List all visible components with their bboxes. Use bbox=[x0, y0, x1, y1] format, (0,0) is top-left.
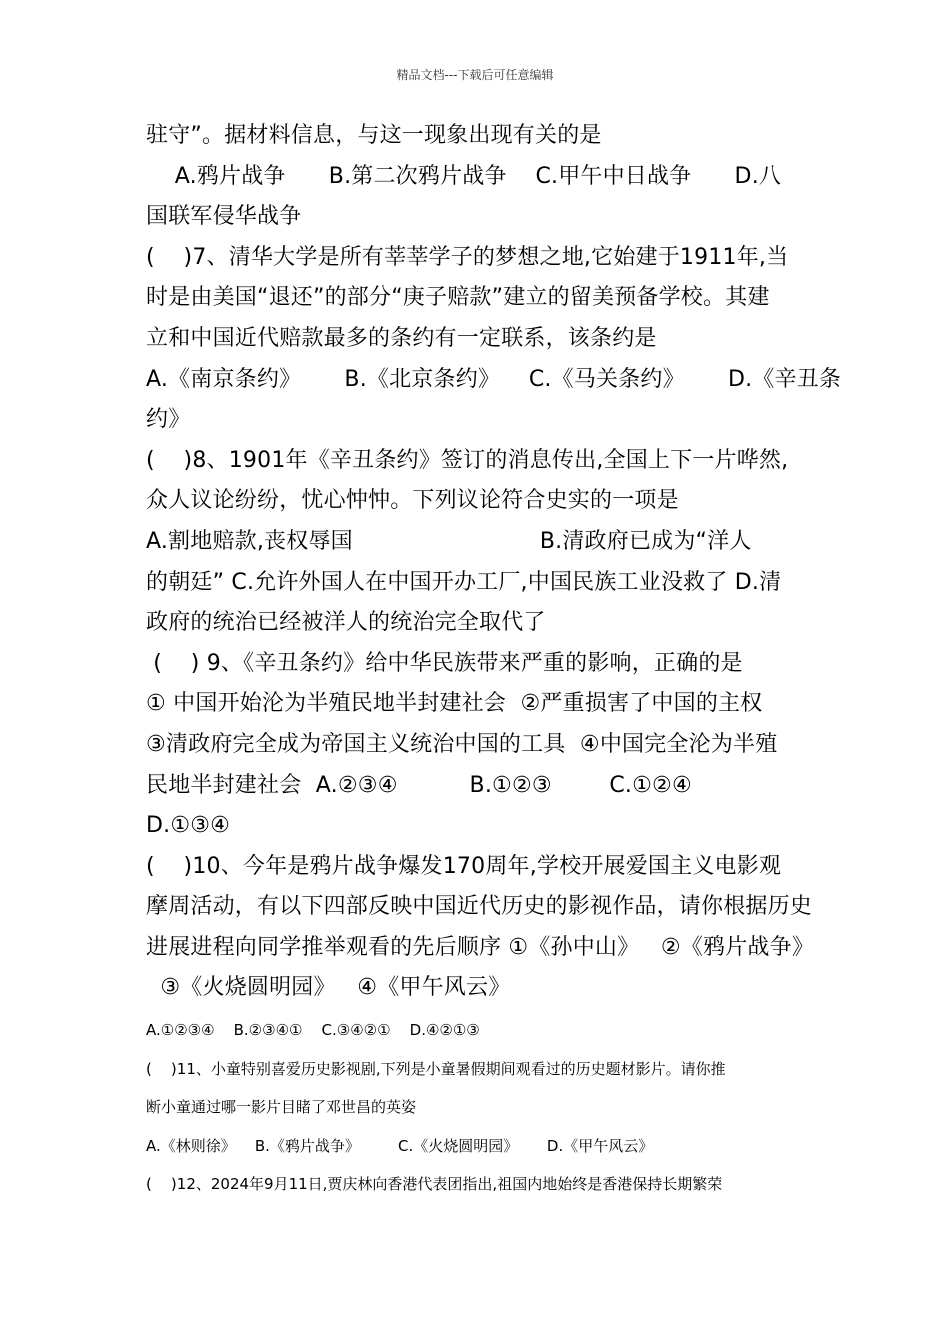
question-options: 民地半封建社会 A.②③④ B.①②③ C.①②④ bbox=[146, 772, 692, 798]
question-options: A.《林则徐》 B.《鸦片战争》 C.《火烧圆明园》 D.《甲午风云》 bbox=[146, 1136, 654, 1155]
text-line: 约》 bbox=[146, 407, 191, 433]
text-line: ① 中国开始沦为半殖民地半封建社会 ②严重损害了中国的主权 bbox=[146, 691, 763, 717]
question-options: D.①③④ bbox=[146, 813, 231, 839]
question-7: ( )7、清华大学是所有莘莘学子的梦想之地,它始建于1911年,当 bbox=[146, 244, 789, 270]
text-line: 断小童通过哪一影片目睹了邓世昌的英姿 bbox=[146, 1098, 417, 1117]
text-line: 众人议论纷纷，忧心忡忡。下列议论符合史实的一项是 bbox=[146, 488, 679, 514]
question-options: A.《南京条约》 B.《北京条约》 C.《马关条约》 D.《辛丑条 bbox=[146, 366, 842, 392]
question-options: A.鸦片战争 B.第二次鸦片战争 C.甲午中日战争 D.八 bbox=[146, 163, 782, 189]
small-text-block bbox=[146, 1011, 816, 1204]
question-options: A.割地赔款,丧权辱国 B.清政府已成为“洋人 bbox=[146, 528, 752, 554]
question-11: ( )11、小童特别喜爱历史影视剧,下列是小童暑假期间观看过的历史题材影片。请你推 bbox=[146, 1059, 726, 1078]
document-body bbox=[146, 116, 842, 1204]
question-8: ( )8、1901年《辛丑条约》签订的消息传出,全国上下一片哗然, bbox=[146, 447, 789, 473]
question-options: A.①②③④ B.②③④① C.③④②① D.④②①③ bbox=[146, 1021, 480, 1040]
text-line: ③清政府完全成为帝国主义统治中国的工具 ④中国完全沦为半殖 bbox=[146, 731, 778, 757]
text-line: 国联军侵华战争 bbox=[146, 204, 302, 230]
question-9: ( ) 9、《辛丑条约》给中华民族带来严重的影响，正确的是 bbox=[146, 650, 743, 676]
text-line: 进展进程向同学推举观看的先后顺序 ①《孙中山》 ②《鸦片战争》 bbox=[146, 934, 815, 960]
text-line: 政府的统治已经被洋人的统治完全取代了 bbox=[146, 610, 546, 636]
text-line: 时是由美国“退还”的部分“庚子赔款”建立的留美预备学校。其建 bbox=[146, 285, 770, 311]
question-options: 的朝廷” C.允许外国人在中国开办工厂,中国民族工业没救了 D.清 bbox=[146, 569, 782, 595]
text-line: 摩周活动，有以下四部反映中国近代历史的影视作品，请你根据历史 bbox=[146, 894, 813, 920]
text-line: ③《火烧圆明园》 ④《甲午风云》 bbox=[146, 975, 511, 1001]
question-12: ( )12、2024年9月11日,贾庆林向香港代表团指出,祖国内地始终是香港保持长期繁荣 bbox=[146, 1175, 723, 1194]
page-header: 精品文档---下载后可任意编辑 bbox=[396, 68, 554, 82]
question-10: ( )10、今年是鸦片战争爆发170周年,学校开展爱国主义电影观 bbox=[146, 853, 782, 879]
text-line: 立和中国近代赔款最多的条约有一定联系，该条约是 bbox=[146, 325, 657, 351]
text-line: 驻守”。据材料信息，与这一现象出现有关的是 bbox=[146, 123, 602, 148]
